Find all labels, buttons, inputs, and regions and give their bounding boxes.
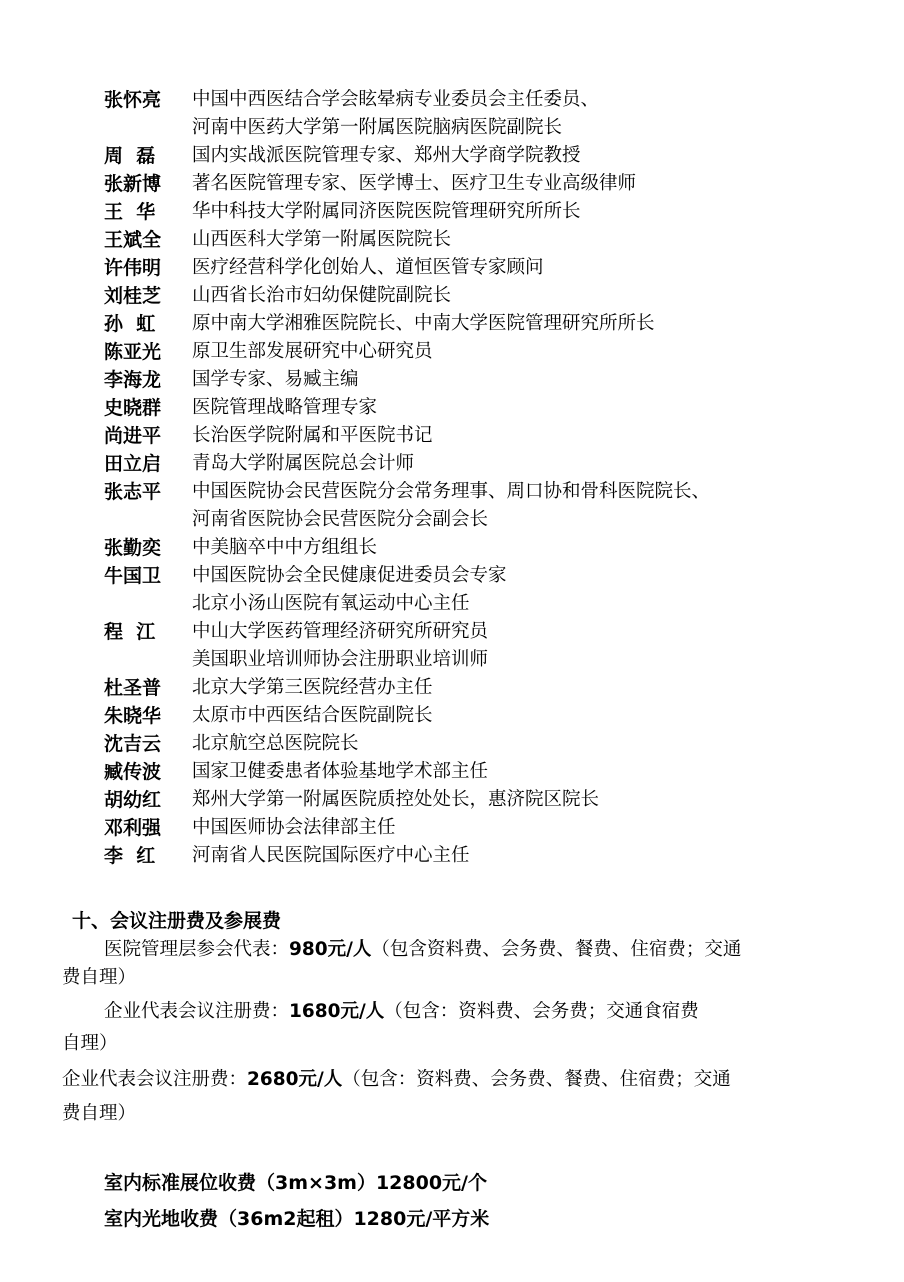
expert-entry bbox=[104, 702, 884, 730]
section-title: 十、会议注册费及参展费 bbox=[72, 910, 282, 932]
expert-title-line: 郑州大学第一附属医院质控处处长，惠济院区院长 bbox=[192, 789, 600, 810]
expert-title-line: 河南中医药大学第一附属医院脑病医院副院长 bbox=[192, 117, 563, 138]
expert-entry bbox=[104, 478, 884, 534]
expert-title-line: 著名医院管理专家、医学博士、医疗卫生专业高级律师 bbox=[192, 173, 637, 194]
expert-entry bbox=[104, 422, 884, 450]
expert-name: 臧传波 bbox=[104, 761, 162, 783]
expert-title-line: 原中南大学湘雅医院院长、中南大学医院管理研究所所长 bbox=[192, 313, 655, 334]
expert-entry bbox=[104, 814, 884, 842]
expert-titles bbox=[192, 254, 884, 282]
fee-paragraph-enterprise-1: 企业代表会议注册费：1680元/人（包含：资料费、会务费；交通食宿费 bbox=[104, 1001, 699, 1022]
expert-titles bbox=[192, 170, 884, 198]
expert-titles bbox=[192, 86, 884, 142]
expert-title-line: 中美脑卒中中方组组长 bbox=[192, 537, 378, 558]
expert-list bbox=[104, 86, 884, 870]
expert-titles bbox=[192, 226, 884, 254]
expert-title-line: 华中科技大学附属同济医院医院管理研究所所长 bbox=[192, 201, 581, 222]
expert-entry bbox=[104, 562, 884, 618]
expert-title-line: 北京大学第三医院经营办主任 bbox=[192, 677, 433, 698]
expert-title-line: 山西省长治市妇幼保健院副院长 bbox=[192, 285, 452, 306]
expert-title-line: 中国医师协会法律部主任 bbox=[192, 817, 396, 838]
expert-name: 张志平 bbox=[104, 481, 162, 503]
expert-titles bbox=[192, 478, 884, 534]
expert-name: 王 华 bbox=[104, 201, 156, 223]
expert-entry bbox=[104, 730, 884, 758]
expert-title-line: 中国医院协会全民健康促进委员会专家 bbox=[192, 565, 507, 586]
expert-entry bbox=[104, 86, 884, 142]
expert-titles bbox=[192, 786, 884, 814]
booth-raw-space-fee: 室内光地收费（36m2起租）1280元/平方米 bbox=[104, 1208, 490, 1230]
expert-entry bbox=[104, 674, 884, 702]
expert-name: 王斌全 bbox=[104, 229, 162, 251]
expert-titles bbox=[192, 366, 884, 394]
expert-title-line: 北京小汤山医院有氧运动中心主任 bbox=[192, 593, 470, 614]
fee-paragraph-hospital: 医院管理层参会代表：980元/人（包含资料费、会务费、餐费、住宿费；交通 bbox=[104, 939, 742, 960]
expert-title-line: 美国职业培训师协会注册职业培训师 bbox=[192, 649, 489, 670]
expert-titles bbox=[192, 730, 884, 758]
expert-titles bbox=[192, 534, 884, 562]
expert-titles bbox=[192, 618, 884, 674]
expert-name: 李海龙 bbox=[104, 369, 162, 391]
expert-titles bbox=[192, 758, 884, 786]
expert-titles bbox=[192, 842, 884, 870]
expert-name: 胡幼红 bbox=[104, 789, 162, 811]
fee-paragraph-enterprise-2: 企业代表会议注册费：2680元/人（包含：资料费、会务费、餐费、住宿费；交通 bbox=[62, 1069, 731, 1090]
expert-entry bbox=[104, 842, 884, 870]
expert-titles bbox=[192, 282, 884, 310]
expert-title-line: 山西医科大学第一附属医院院长 bbox=[192, 229, 452, 250]
expert-name: 张勤奕 bbox=[104, 537, 162, 559]
expert-name: 邓利强 bbox=[104, 817, 162, 839]
expert-entry bbox=[104, 450, 884, 478]
expert-titles bbox=[192, 674, 884, 702]
expert-name: 尚进平 bbox=[104, 425, 162, 447]
expert-name: 史晓群 bbox=[104, 397, 162, 419]
expert-entry bbox=[104, 366, 884, 394]
expert-title-line: 中国医院协会民营医院分会常务理事、周口协和骨科医院院长、 bbox=[192, 481, 711, 502]
fee-paragraph-enterprise-2-cont: 费自理） bbox=[62, 1103, 137, 1124]
expert-name: 周 磊 bbox=[104, 145, 156, 167]
expert-title-line: 原卫生部发展研究中心研究员 bbox=[192, 341, 433, 362]
expert-title-line: 中山大学医药管理经济研究所研究员 bbox=[192, 621, 489, 642]
expert-titles bbox=[192, 198, 884, 226]
expert-entry bbox=[104, 534, 884, 562]
expert-name: 许伟明 bbox=[104, 257, 162, 279]
expert-name: 陈亚光 bbox=[104, 341, 162, 363]
expert-name: 孙 虹 bbox=[104, 313, 156, 335]
expert-title-line: 中国中西医结合学会眩晕病专业委员会主任委员、 bbox=[192, 89, 600, 110]
expert-name: 田立启 bbox=[104, 453, 162, 475]
expert-entry bbox=[104, 142, 884, 170]
expert-entry bbox=[104, 310, 884, 338]
expert-name: 刘桂芝 bbox=[104, 285, 162, 307]
expert-entry bbox=[104, 226, 884, 254]
expert-titles bbox=[192, 142, 884, 170]
expert-entry bbox=[104, 394, 884, 422]
expert-name: 杜圣普 bbox=[104, 677, 162, 699]
expert-title-line: 长治医学院附属和平医院书记 bbox=[192, 425, 433, 446]
expert-title-line: 河南省医院协会民营医院分会副会长 bbox=[192, 509, 489, 530]
expert-name: 李 红 bbox=[104, 845, 156, 867]
expert-name: 张新博 bbox=[104, 173, 162, 195]
expert-titles bbox=[192, 562, 884, 618]
expert-entry bbox=[104, 618, 884, 674]
expert-titles bbox=[192, 702, 884, 730]
expert-titles bbox=[192, 310, 884, 338]
expert-titles bbox=[192, 394, 884, 422]
fee-paragraph-enterprise-1-cont: 自理） bbox=[62, 1033, 118, 1054]
expert-entry bbox=[104, 170, 884, 198]
booth-standard-fee: 室内标准展位收费（3m×3m）12800元/个 bbox=[104, 1172, 487, 1194]
expert-entry bbox=[104, 254, 884, 282]
expert-entry bbox=[104, 198, 884, 226]
expert-title-line: 河南省人民医院国际医疗中心主任 bbox=[192, 845, 470, 866]
expert-titles bbox=[192, 450, 884, 478]
expert-titles bbox=[192, 814, 884, 842]
expert-title-line: 青岛大学附属医院总会计师 bbox=[192, 453, 415, 474]
expert-title-line: 医疗经营科学化创始人、道恒医管专家顾问 bbox=[192, 257, 544, 278]
expert-title-line: 国家卫健委患者体验基地学术部主任 bbox=[192, 761, 489, 782]
expert-title-line: 国学专家、易臧主编 bbox=[192, 369, 359, 390]
expert-title-line: 医院管理战略管理专家 bbox=[192, 397, 378, 418]
expert-name: 沈吉云 bbox=[104, 733, 162, 755]
expert-entry bbox=[104, 786, 884, 814]
expert-title-line: 国内实战派医院管理专家、郑州大学商学院教授 bbox=[192, 145, 581, 166]
expert-name: 牛国卫 bbox=[104, 565, 162, 587]
expert-name: 朱晓华 bbox=[104, 705, 162, 727]
expert-entry bbox=[104, 282, 884, 310]
expert-entry bbox=[104, 758, 884, 786]
expert-titles bbox=[192, 338, 884, 366]
expert-name: 程 江 bbox=[104, 621, 156, 643]
expert-title-line: 太原市中西医结合医院副院长 bbox=[192, 705, 433, 726]
expert-name: 张怀亮 bbox=[104, 89, 162, 111]
expert-title-line: 北京航空总医院院长 bbox=[192, 733, 359, 754]
fee-paragraph-hospital-cont: 费自理） bbox=[62, 967, 137, 988]
expert-entry bbox=[104, 338, 884, 366]
expert-titles bbox=[192, 422, 884, 450]
